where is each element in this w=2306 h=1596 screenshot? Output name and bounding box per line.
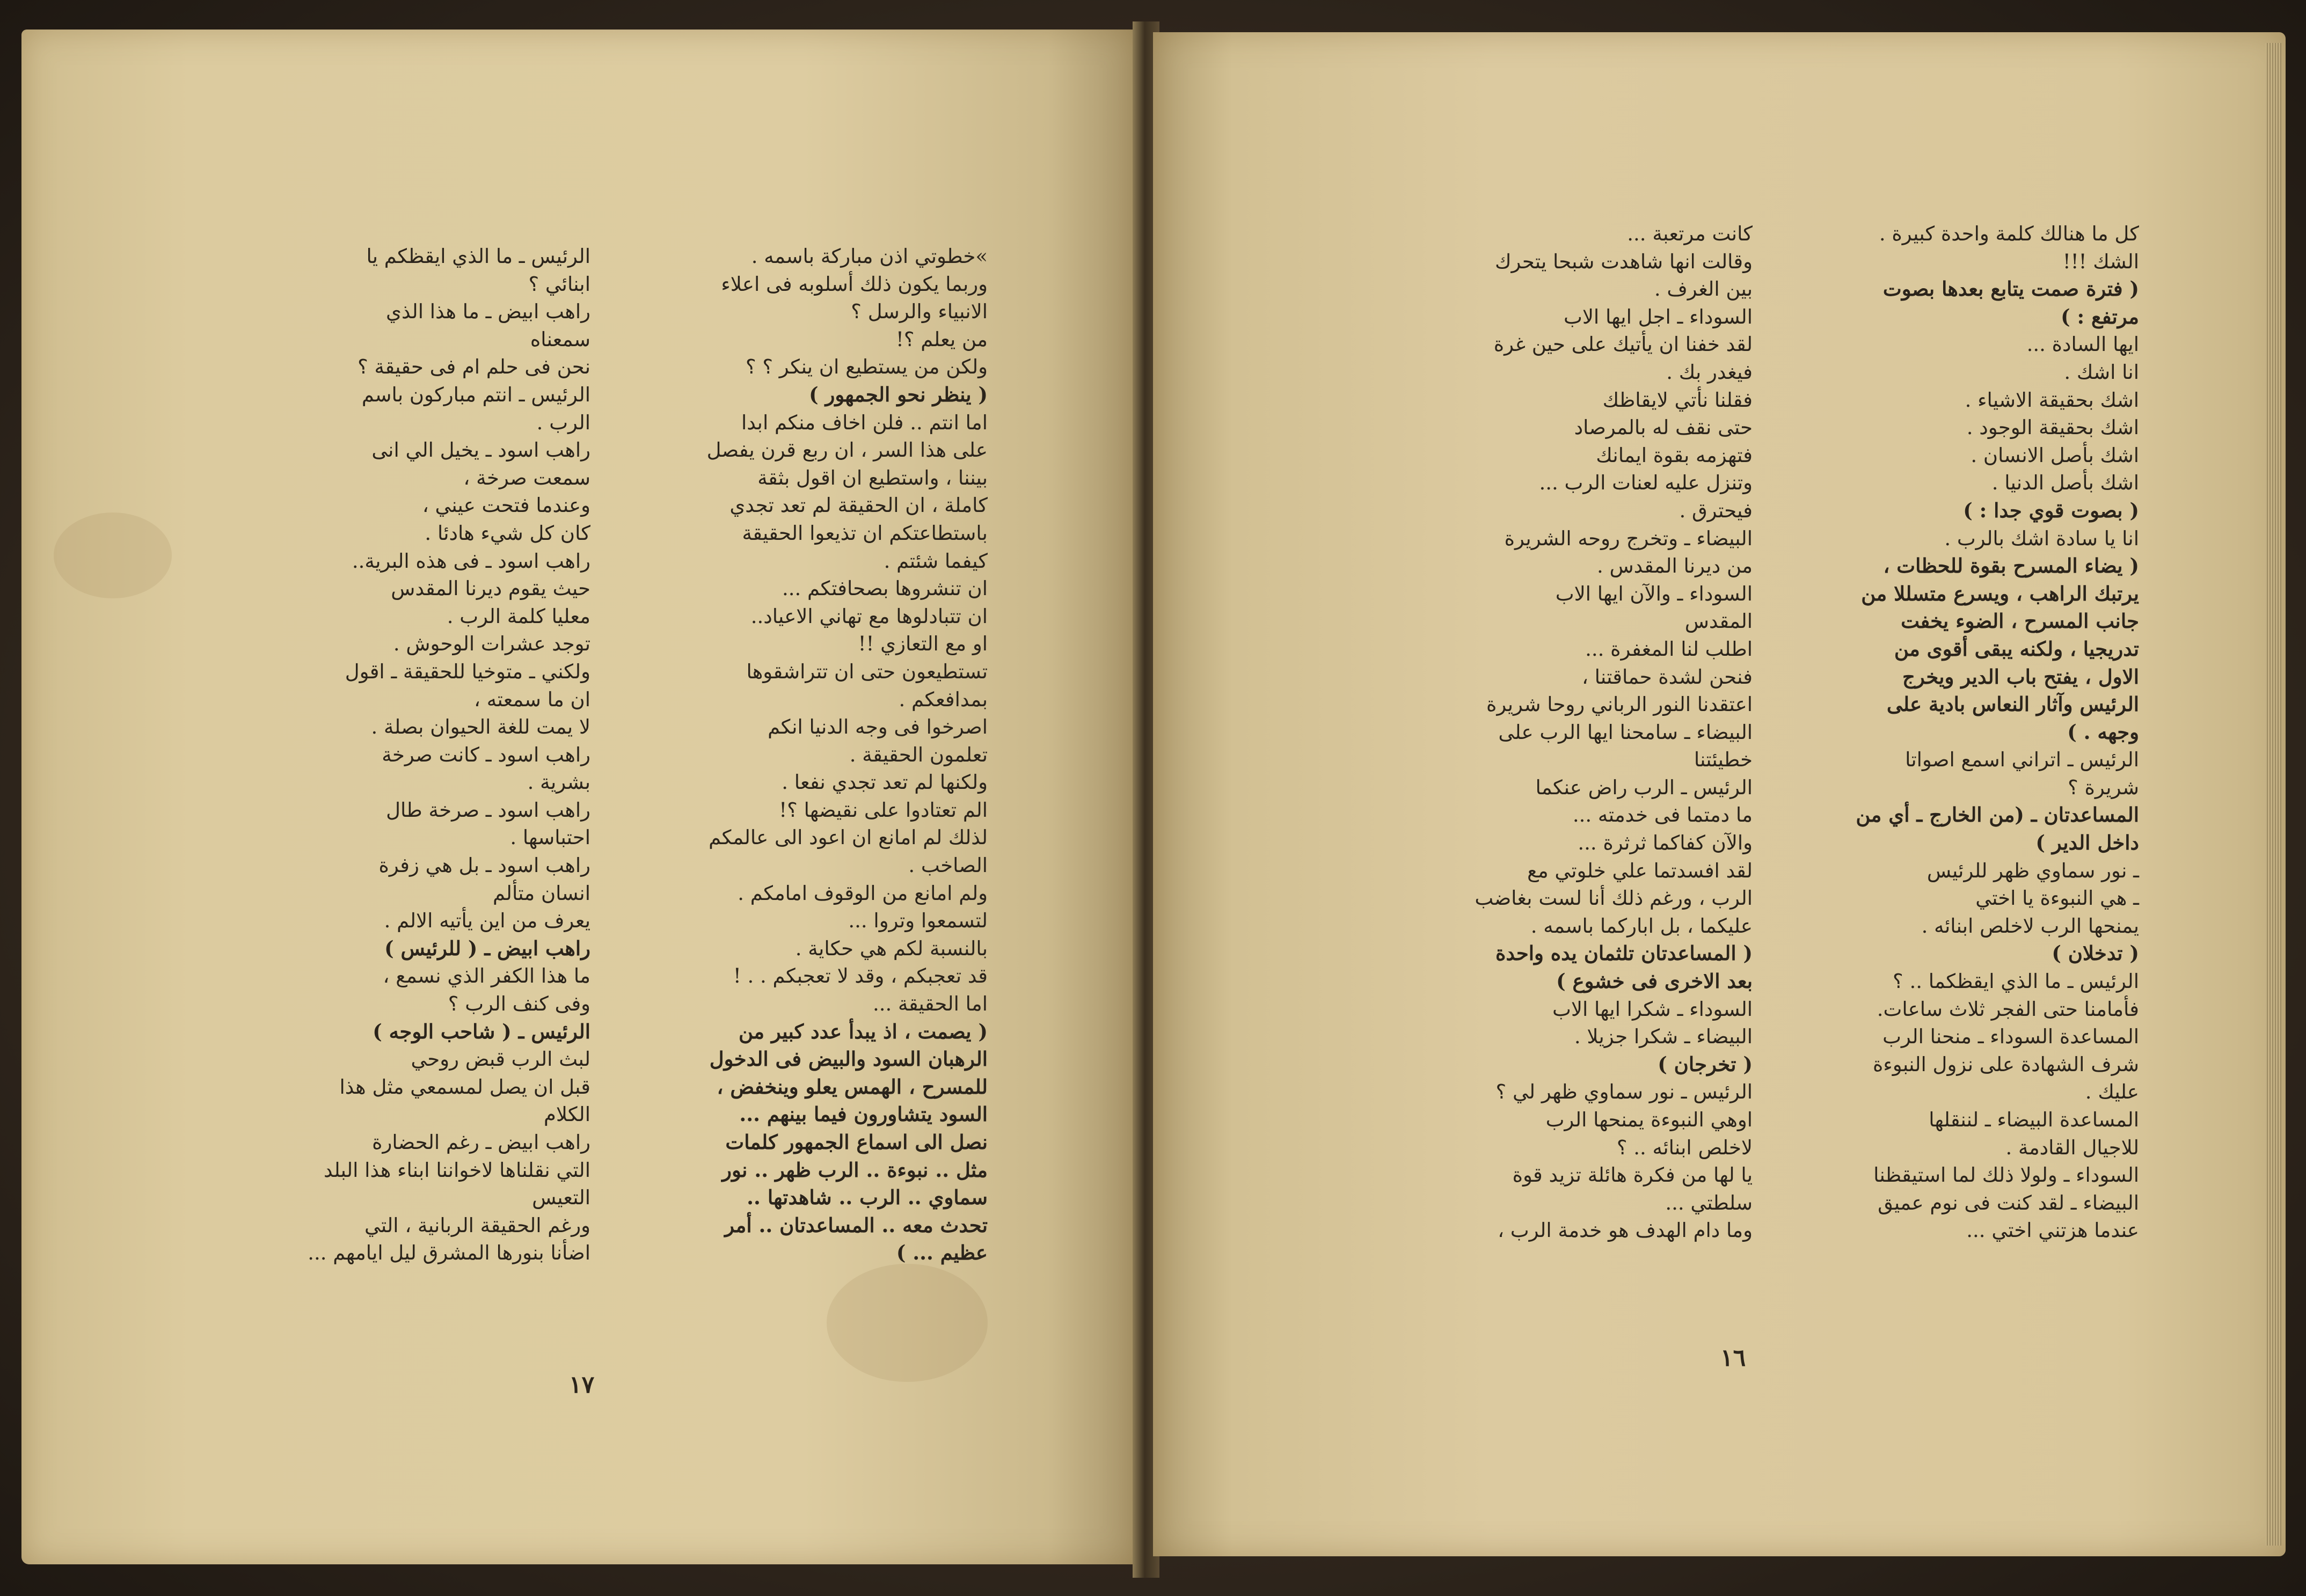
text-line: بمدافعكم . bbox=[899, 687, 988, 711]
text-line: حيث يقوم ديرنا المقدس bbox=[391, 577, 590, 601]
text-line: لقد خفنا ان يأتيك على حين غرة bbox=[1493, 333, 1753, 356]
text-line: والآن كفاكما ثرثرة ... bbox=[1578, 831, 1753, 855]
text-line: فيغدر بك . bbox=[1666, 360, 1753, 384]
text-line: الرب ، ورغم ذلك أنا لست بغاضب bbox=[1475, 887, 1753, 910]
text-line: وقالت انها شاهدت شبحا يتحرك bbox=[1494, 250, 1753, 273]
text-line: اما الحقيقة ... bbox=[872, 992, 988, 1016]
text-line: وما دام الهدف هو خدمة الرب ، bbox=[1498, 1219, 1753, 1242]
text-line: راهب اسود ـ كانت صرخة bbox=[382, 743, 590, 766]
text-line: على هذا السر ، ان ربع قرن يفصل bbox=[706, 438, 988, 462]
text-line: المقدس bbox=[1684, 610, 1753, 633]
text-line: مثل .. نبوءة .. الرب ظهر .. نور bbox=[722, 1158, 988, 1182]
text-line: يرتبك الراهب ، ويسرع متسللا من bbox=[1861, 581, 2139, 605]
text-line: لتسمعوا وتروا ... bbox=[848, 909, 988, 933]
page-number-left: ١٧ bbox=[569, 1371, 595, 1399]
text-line: قد تعجبكم ، وقد لا تعجبكم . . ! bbox=[733, 964, 988, 988]
text-line: الانبياء والرسل ؟ bbox=[851, 300, 988, 324]
text-line: يعرف من اين يأتيه الالم . bbox=[384, 909, 590, 933]
text-line: للمسرح ، الهمس يعلو وينخفض ، bbox=[717, 1074, 988, 1099]
text-line: مرتفع : ) bbox=[2061, 304, 2139, 328]
text-line: عليك . bbox=[2085, 1080, 2139, 1104]
text-line: البيضاء ـ لقد كنت فى نوم عميق bbox=[1878, 1191, 2139, 1214]
text-line: كل ما هنالك كلمة واحدة كبيرة . bbox=[1879, 222, 2139, 245]
text-line: فأمامنا حتى الفجر ثلاث ساعات. bbox=[1877, 997, 2139, 1021]
text-line: الرهبان السود والبيض فى الدخول bbox=[709, 1047, 988, 1071]
text-line: التعيس bbox=[532, 1186, 590, 1210]
text-line: راهب اسود ـ يخيل الي انى bbox=[371, 438, 590, 462]
text-line: يمنحها الرب لاخلص ابنائه . bbox=[1921, 914, 2139, 938]
text-line: للاجيال القادمة . bbox=[2005, 1136, 2139, 1159]
text-line: حتى نقف له بالمرصاد bbox=[1574, 416, 1753, 440]
text-line: وتنزل عليه لعنات الرب ... bbox=[1539, 471, 1753, 495]
text-line: بيننا ، واستطيع ان اقول بثقة bbox=[757, 466, 988, 489]
text-line: تدريجيا ، ولكنه يبقى أقوى من bbox=[1894, 636, 2139, 661]
page-number-right: ١٦ bbox=[1720, 1344, 1746, 1372]
page-edges bbox=[2265, 43, 2281, 1546]
text-line: اشك بحقيقة الوجود . bbox=[1966, 416, 2139, 440]
text-line: داخل الدير ) bbox=[2035, 831, 2139, 855]
text-line: الرئيس وآثار النعاس بادية على bbox=[1886, 692, 2139, 716]
text-line: انسان متألم bbox=[493, 881, 590, 905]
text-line: السوداء ـ اجل ايها الاب bbox=[1563, 305, 1753, 328]
text-line: انا اشك . bbox=[2064, 360, 2139, 384]
text-line: نصل الى اسماع الجمهور كلمات bbox=[725, 1130, 988, 1154]
text-line: ما دمتما فى خدمته ... bbox=[1572, 803, 1753, 827]
text-line: الم تعتادوا على نقيضها ؟! bbox=[779, 798, 988, 822]
text-line: راهب اسود ـ فى هذه البرية.. bbox=[352, 549, 590, 573]
text-line: راهب اسود ـ بل هي زفرة bbox=[378, 854, 590, 877]
text-line: سماوي .. الرب .. شاهدتها .. bbox=[747, 1185, 988, 1210]
text-line: راهب اسود ـ صرخة طال bbox=[386, 798, 590, 822]
text-line: السوداء ـ شكرا ايها الاب bbox=[1552, 997, 1753, 1021]
text-line: او مع التعازي !! bbox=[858, 632, 988, 656]
text-line: الرئيس ـ نور سماوي ظهر لي ؟ bbox=[1495, 1080, 1753, 1104]
text-line: ( يضاء المسرح بقوة للحظات ، bbox=[1883, 554, 2139, 578]
text-line: ما هذا الكفر الذي نسمع ، bbox=[383, 964, 590, 988]
text-line: الرئيس ـ ما الذي ايقظكم يا bbox=[366, 245, 590, 268]
text-line: السوداء ـ ولولا ذلك لما استيقظنا bbox=[1873, 1163, 2139, 1187]
text-line: لاخلص ابنائه .. ؟ bbox=[1616, 1136, 1753, 1159]
text-line: عندما هزتني اختي ... bbox=[1966, 1219, 2139, 1242]
text-line: السود يتشاورون فيما بينهم ... bbox=[739, 1102, 988, 1126]
text-line: معليا كلمة الرب . bbox=[447, 604, 590, 628]
text-line: ( تدخلان ) bbox=[2052, 941, 2139, 965]
text-line: كان كل شيء هادئا . bbox=[425, 521, 590, 545]
text-line: الرئيس ـ انتم مباركون باسم bbox=[361, 383, 590, 406]
text-line: اشك بأصل الانسان . bbox=[1971, 443, 2139, 467]
right-page-left-column bbox=[1363, 220, 1753, 1244]
text-line: خطيئتنا bbox=[1694, 748, 1753, 772]
text-line: ( فترة صمت يتابع بعدها بصوت bbox=[1882, 277, 2139, 301]
text-line: سمعناه bbox=[530, 327, 590, 351]
text-line: جانب المسرح ، الضوء يخفت bbox=[1901, 609, 2139, 633]
text-line: ان تنشروها بصحافتكم ... bbox=[782, 577, 988, 601]
text-line: لذلك لم امانع ان اعود الى عالمكم bbox=[709, 826, 988, 850]
text-line: شريرة ؟ bbox=[2068, 775, 2139, 799]
text-line: احتباسها . bbox=[510, 826, 590, 850]
text-line: المساعدتان ـ (من الخارج ـ أي من bbox=[1856, 803, 2139, 827]
text-line: ( تخرجان ) bbox=[1658, 1052, 1753, 1076]
text-line: بشرية . bbox=[527, 771, 590, 794]
text-line: تستطيعون حتى ان تتراشقوها bbox=[746, 660, 988, 683]
text-line: راهب ابيض ـ ما هذا الذي bbox=[386, 300, 590, 324]
text-line: كانت مرتعبة ... bbox=[1627, 222, 1753, 245]
text-line: الرئيس ـ ( شاحب الوجه ) bbox=[373, 1019, 590, 1043]
text-line: اعتقدنا النور الرباني روحا شريرة bbox=[1486, 693, 1753, 716]
text-line: سلطتي ... bbox=[1665, 1191, 1753, 1214]
text-line: البيضاء ـ شكرا جزيلا . bbox=[1574, 1025, 1753, 1049]
text-line: لا يمت للغة الحيوان بصلة . bbox=[371, 715, 590, 739]
text-line: وفى كنف الرب ؟ bbox=[448, 992, 590, 1016]
text-line: سمعت صرخة ، bbox=[463, 466, 590, 489]
left-page-right-column bbox=[593, 243, 988, 1267]
text-line: لبث الرب قبض روحي bbox=[411, 1048, 590, 1071]
left-page-left-column bbox=[201, 243, 590, 1267]
text-line: اما انتم .. فلن اخاف منكم ابدا bbox=[741, 411, 988, 434]
text-line: وربما يكون ذلك أسلوبه فى اعلاء bbox=[721, 272, 988, 296]
text-line: كيفما شئتم . bbox=[884, 549, 988, 573]
text-line: »خطوتي اذن مباركة باسمه . bbox=[751, 245, 988, 268]
text-line: اشك بحقيقة الاشياء . bbox=[1965, 388, 2139, 412]
text-line: فيحترق . bbox=[1679, 499, 1753, 522]
text-line: باستطاعتكم ان تذيعوا الحقيقة bbox=[742, 521, 988, 545]
text-line: عظيم ... ) bbox=[896, 1241, 988, 1265]
text-line: يا لها من فكرة هائلة تزيد قوة bbox=[1512, 1163, 1753, 1187]
text-line: بين الغرف . bbox=[1654, 277, 1753, 301]
text-line: اوهي النبوءة يمنحها الرب bbox=[1545, 1108, 1753, 1131]
text-line: تحدث معه .. المساعدتان .. أمر bbox=[725, 1213, 988, 1237]
text-line: ( بصوت قوي جدا : ) bbox=[1963, 498, 2139, 522]
text-line: السوداء ـ والآن ايها الاب bbox=[1555, 582, 1753, 605]
text-line: ولكني ـ متوخيا للحقيقة ـ اقول bbox=[345, 660, 590, 683]
text-line: من يعلم ؟! bbox=[895, 327, 988, 351]
text-line: فتهزمه بقوة ايمانك bbox=[1596, 443, 1753, 467]
text-line: ـ هي النبوءة يا اختي bbox=[1975, 887, 2139, 910]
text-line: البيضاء ـ وتخرج روحه الشريرة bbox=[1504, 526, 1753, 550]
text-line: لقد افسدتما علي خلوتي مع bbox=[1527, 859, 1753, 882]
text-line: ابنائي ؟ bbox=[528, 272, 590, 296]
text-line: المساعدة السوداء ـ منحنا الرب bbox=[1882, 1025, 2139, 1049]
text-line: من ديرنا المقدس . bbox=[1596, 554, 1753, 578]
text-line: ان تتبادلوها مع تهاني الاعياد.. bbox=[750, 604, 988, 628]
paper-stain bbox=[827, 1264, 988, 1382]
text-line: ان ما سمعته ، bbox=[473, 687, 590, 711]
text-line: ولكن من يستطيع ان ينكر ؟ ؟ bbox=[745, 355, 988, 379]
text-line: راهب ابيض ـ رغم الحضارة bbox=[372, 1131, 590, 1154]
text-line: عليكما ، بل اباركما باسمه . bbox=[1530, 914, 1753, 938]
text-line: ايها السادة ... bbox=[2026, 333, 2139, 356]
text-line: ( يصمت ، اذ يبدأ عدد كبير من bbox=[739, 1019, 988, 1043]
text-line: وعندما فتحت عيني ، bbox=[422, 494, 590, 517]
text-line: اطلب لنا المغفرة ... bbox=[1585, 637, 1753, 661]
text-line: الشك !!! bbox=[2062, 250, 2139, 273]
text-line: ولكنها لم تعد تجدي نفعا . bbox=[782, 771, 988, 794]
text-line: قبل ان يصل لمسمعي مثل هذا bbox=[339, 1075, 590, 1099]
text-line: اضأنا بنورها المشرق ليل ايامهم ... bbox=[308, 1241, 590, 1265]
text-line: ورغم الحقيقة الربانية ، التي bbox=[364, 1213, 590, 1237]
text-line: ولم امانع من الوقوف امامكم . bbox=[738, 881, 988, 905]
text-line: اشك بأصل الدنيا . bbox=[1991, 471, 2139, 495]
text-line: التي نقلناها لاخواننا ابناء هذا البلد bbox=[324, 1158, 590, 1182]
text-line: نحن فى حلم ام فى حقيقة ؟ bbox=[357, 355, 590, 379]
text-line: راهب ابيض ـ ( للرئيس ) bbox=[384, 936, 590, 960]
text-line: انا يا سادة اشك بالرب . bbox=[1944, 526, 2139, 550]
text-line: تعلمون الحقيقة . bbox=[849, 743, 988, 766]
text-line: الرئيس ـ اتراني اسمع اصواتا bbox=[1905, 748, 2139, 772]
text-line: بعد الاخرى فى خشوع ) bbox=[1556, 969, 1753, 993]
text-line: شرف الشهادة على نزول النبوءة bbox=[1873, 1052, 2139, 1076]
text-line: البيضاء ـ سامحنا ايها الرب على bbox=[1498, 720, 1753, 744]
text-line: فنحن لشدة حماقتنا ، bbox=[1581, 665, 1753, 689]
text-line: الرب . bbox=[536, 411, 590, 434]
text-line: اصرخوا فى وجه الدنيا انكم bbox=[768, 715, 988, 739]
text-line: الكلام bbox=[544, 1103, 590, 1126]
text-line: الرئيس ـ ما الذي ايقظكما .. ؟ bbox=[1893, 970, 2139, 993]
text-line: ـ نور سماوي ظهر للرئيس bbox=[1926, 859, 2139, 882]
text-line: المساعدة البيضاء ـ لننقلها bbox=[1929, 1108, 2139, 1131]
text-line: وجهه . ) bbox=[2067, 720, 2139, 744]
right-page-right-column bbox=[1763, 220, 2139, 1244]
text-line: الصاخب . bbox=[908, 854, 988, 877]
text-line: ( ينظر نحو الجمهور ) bbox=[809, 382, 988, 406]
text-line: الرئيس ـ الرب راض عنكما bbox=[1535, 775, 1753, 799]
text-line: توجد عشرات الوحوش . bbox=[393, 632, 590, 656]
text-line: ( المساعدتان تلثمان يده واحدة bbox=[1495, 941, 1753, 965]
text-line: كاملة ، ان الحقيقة لم تعد تجدي bbox=[729, 494, 988, 517]
paper-stain bbox=[54, 513, 172, 598]
text-line: الاول ، يفتح باب الدير ويخرج bbox=[1902, 664, 2139, 689]
text-line: فقلنا نأتي لايقاظك bbox=[1602, 388, 1753, 412]
text-line: بالنسبة لكم هي حكاية . bbox=[795, 936, 988, 960]
